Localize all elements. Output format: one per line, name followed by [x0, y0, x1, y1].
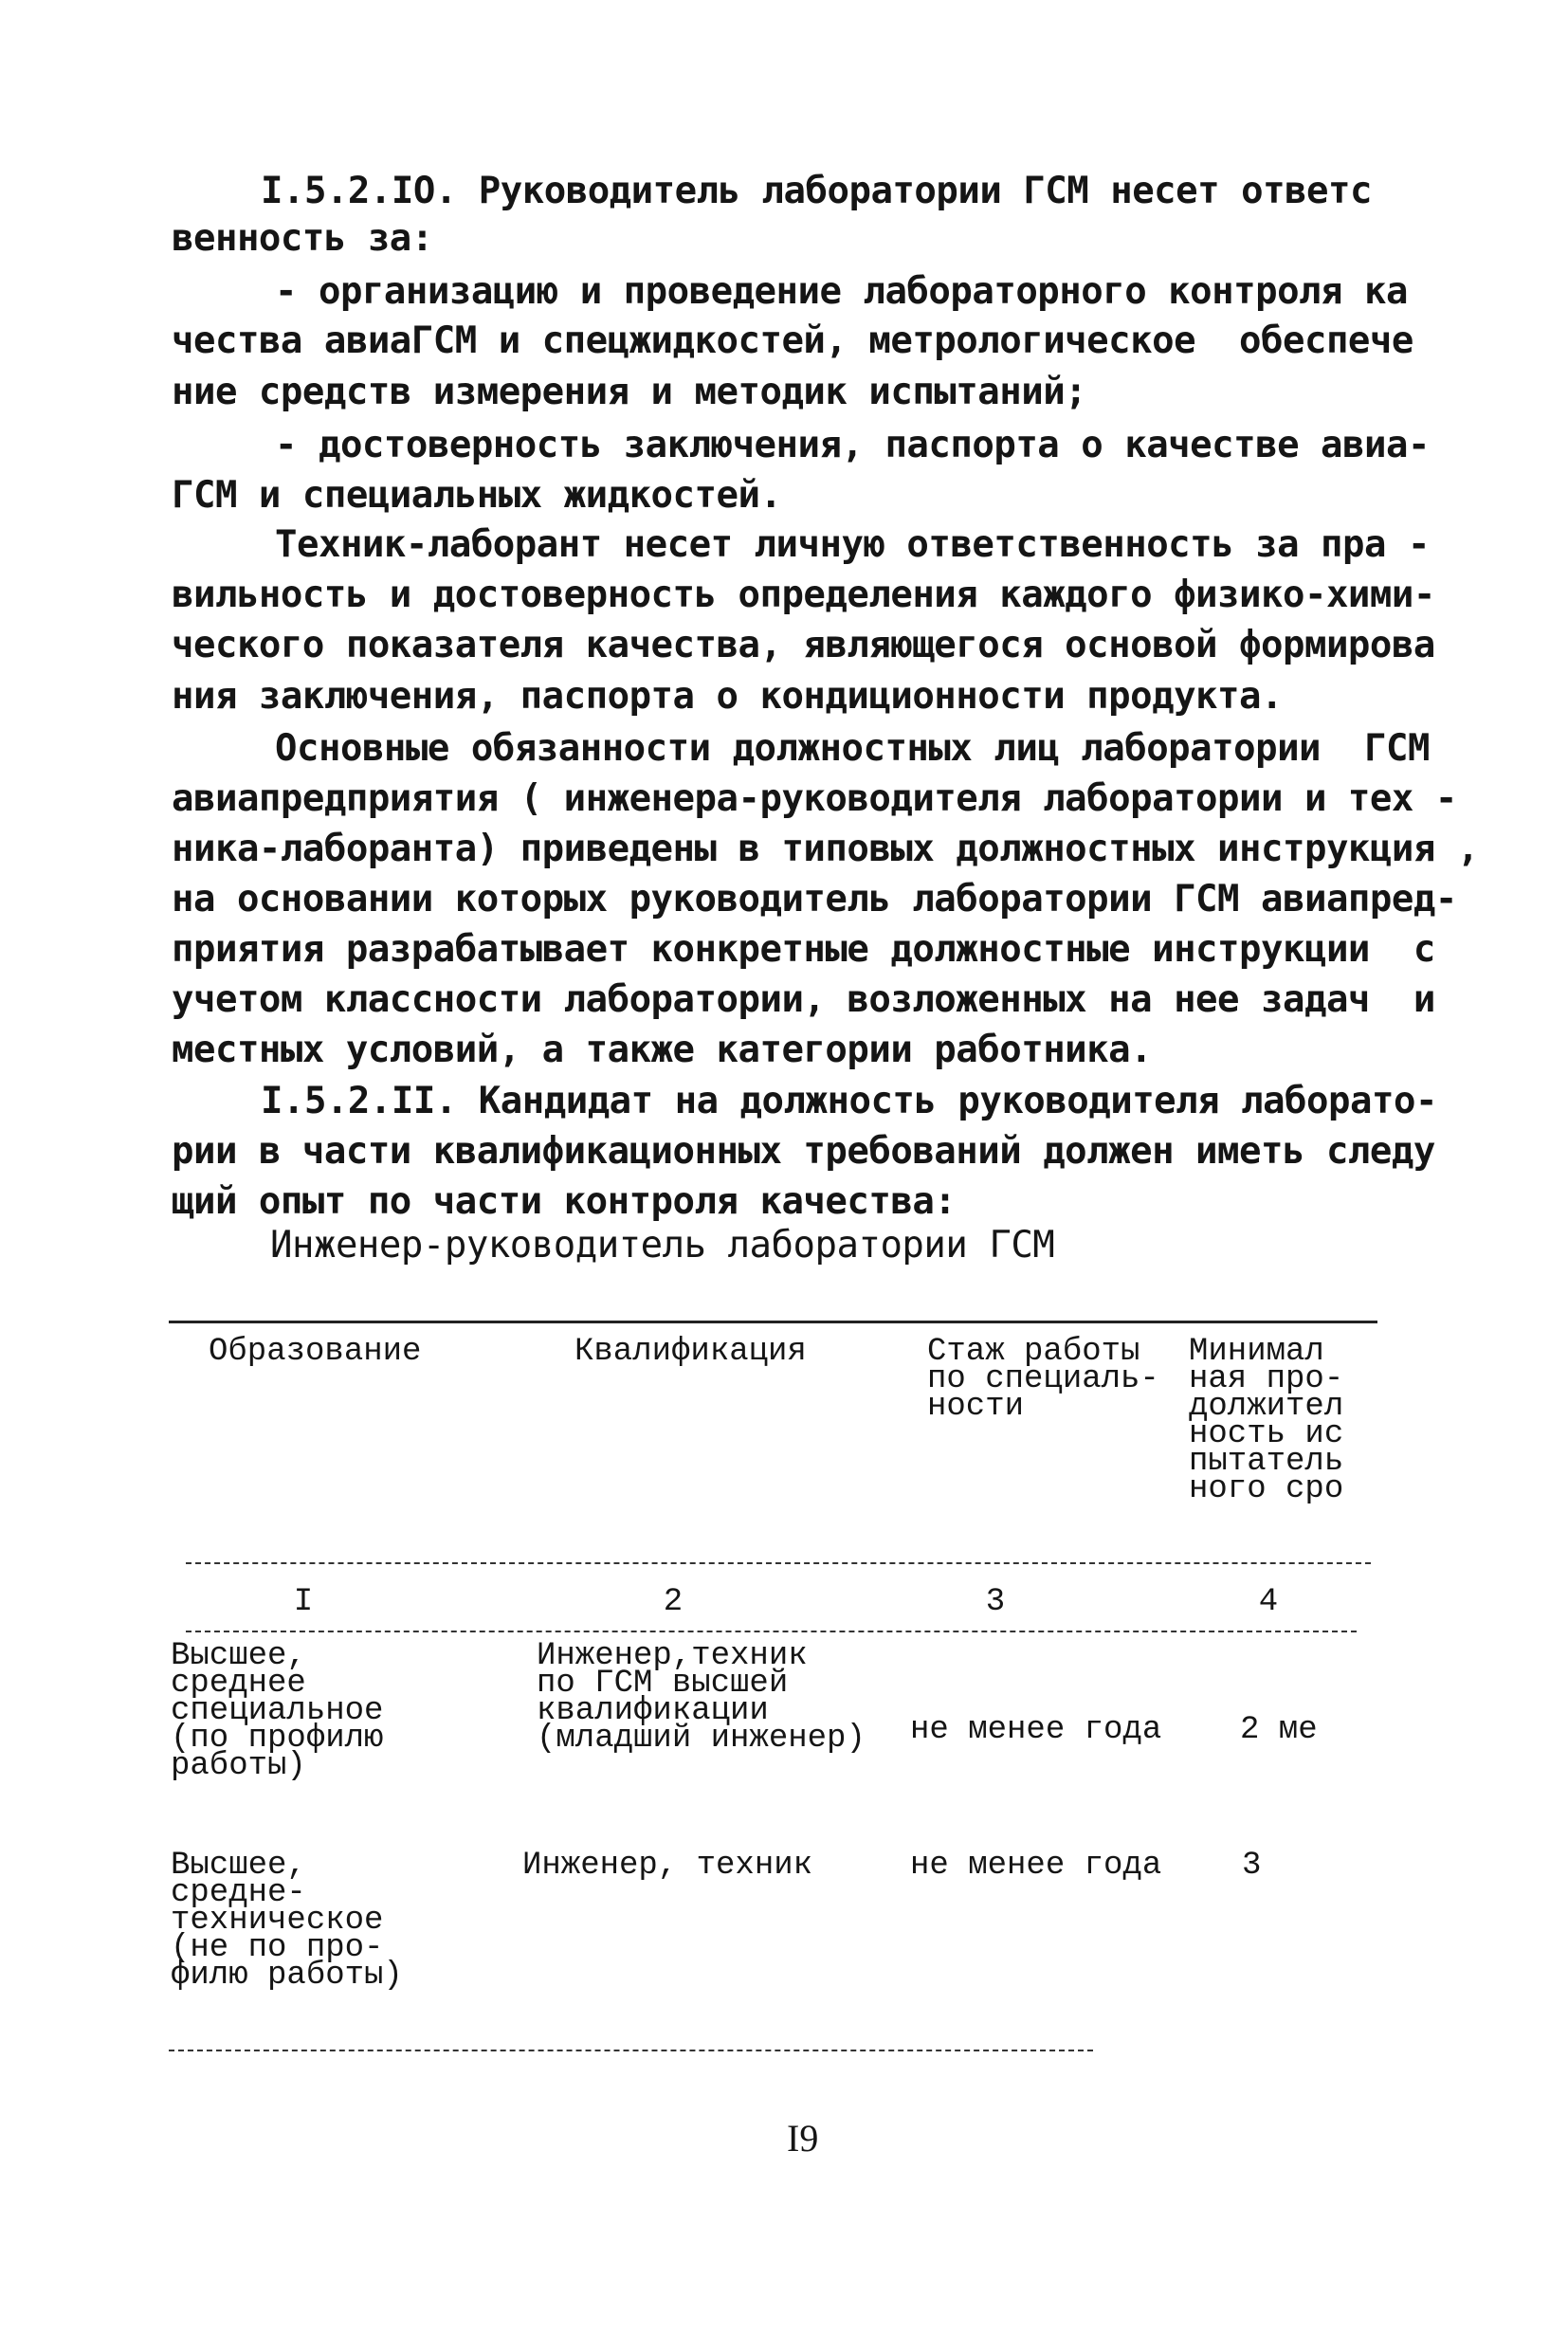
text-line: вильность и достоверность определения каждого физико-хими- [172, 574, 1435, 616]
text-line: ческого показателя качества, являющегося основой формирова [172, 624, 1435, 666]
text-line: венность за: [172, 217, 433, 260]
text-line: ГСМ и специальных жидкостей. [172, 474, 782, 517]
table-row-2-experience: не менее года [910, 1848, 1162, 1884]
page-number: I9 [787, 2117, 819, 2160]
table-column-number: 3 [985, 1584, 1006, 1620]
text-line: приятия разрабатывает конкретные должностные инструкции с [172, 928, 1435, 971]
table-header-experience: Стаж работы по специаль- ности [927, 1334, 1159, 1425]
text-line: Основные обязанности должностных лиц лаборатории ГСМ [275, 727, 1430, 770]
text-line: учетом классности лаборатории, возложенных на нее задач и [172, 978, 1435, 1021]
text-line: щий опыт по части контроля качества: [172, 1180, 957, 1223]
text-line: местных условий, а также категории работника. [172, 1029, 1153, 1071]
table-header-qualification: Квалификация [574, 1334, 807, 1370]
table-number-rule [186, 1631, 1357, 1632]
text-line: на основании которых руководитель лаборатории ГСМ авиапред- [172, 878, 1457, 920]
table-top-rule [169, 1321, 1377, 1323]
text-line: - достоверность заключения, паспорта о качестве авиа- [275, 424, 1430, 466]
text-line: ние средств измерения и методик испытаний; [172, 371, 1087, 413]
table-header-trial: Минимал ная про- должител ность ис пытатель ного сро [1189, 1334, 1344, 1507]
table-row-1-experience: не менее года [910, 1712, 1162, 1748]
table-header-education: Образование [209, 1334, 422, 1370]
table-caption: Инженер-руководитель лаборатории ГСМ [270, 1224, 1055, 1267]
table-row-1-trial: 2 ме [1240, 1712, 1318, 1748]
text-line: авиапредприятия ( инженера-руководителя лаборатории и тех - [172, 777, 1457, 820]
table-row-2-trial: 3 [1242, 1848, 1262, 1884]
table-row-2-qualification: Инженер, техник [522, 1848, 813, 1884]
text-line: Техник-лаборант несет личную ответственность за пра - [275, 523, 1430, 566]
text-line: I.5.2.II. Кандидат на должность руководителя лаборато- [261, 1080, 1437, 1122]
table-row-1-qualification: Инженер,техник по ГСМ высшей квалификации (младший инженер) [537, 1638, 866, 1757]
table-column-number: I [293, 1584, 314, 1620]
table-row-1-education: Высшее, среднее специальное (по профилю работы) [171, 1638, 384, 1784]
text-line: ника-лаборанта) приведены в типовых должностных инструкция , [172, 828, 1479, 870]
table-bottom-rule [169, 2050, 1093, 2051]
table-row-2-education: Высшее, средне- техническое (не по про- филю работы) [171, 1848, 403, 1994]
table-column-number: 4 [1258, 1584, 1279, 1620]
text-line: ния заключения, паспорта о кондиционности продукта. [172, 675, 1283, 718]
table-header-rule [186, 1562, 1371, 1564]
text-line: I.5.2.IO. Руководитель лаборатории ГСМ несет ответс [261, 170, 1372, 212]
text-line: чества авиаГСМ и спецжидкостей, метрологическое обеспече [172, 319, 1413, 362]
text-line: рии в части квалификационных требований должен иметь следу [172, 1130, 1435, 1173]
text-line: - организацию и проведение лабораторного контроля ка [275, 270, 1408, 313]
table-column-number: 2 [663, 1584, 684, 1620]
